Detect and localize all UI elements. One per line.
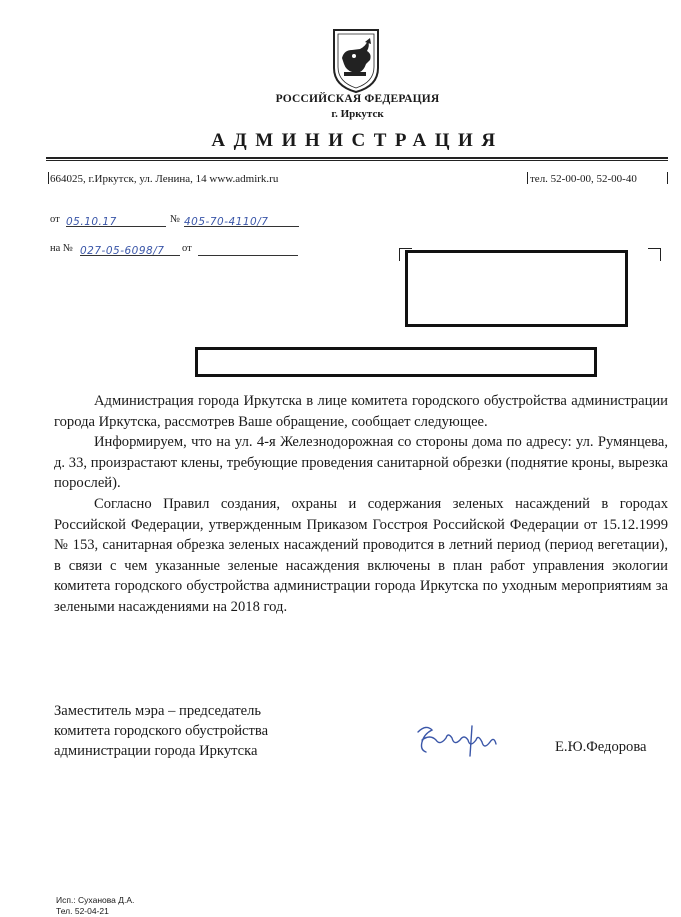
executor-info [56, 895, 134, 917]
address-bracket-left [48, 172, 49, 184]
signatory-title-line: комитета городского обустройства [54, 723, 269, 739]
coat-of-arms-icon [330, 28, 382, 94]
header-divider [46, 157, 668, 159]
signatory-title-line: Заместитель мэра – председатель [54, 703, 262, 719]
handwritten-signature [412, 720, 502, 760]
redacted-salutation-block [195, 347, 597, 377]
executor-phone: Тел. 52-04-21 [56, 906, 109, 916]
number-value: 405-70-4110/7 [184, 216, 269, 228]
date-field [66, 212, 166, 227]
reply-number-field [80, 241, 180, 256]
reply-number-label: на № [50, 243, 73, 254]
organization-title: АДМИНИСТРАЦИЯ [211, 130, 504, 151]
reply-date-label: от [182, 243, 192, 254]
body-paragraph: Согласно Правил создания, охраны и содержания зеленых насаждений в городах Российской Федерации, утвержденным Приказом Госстроя Российской Федерации от 15.12.1999 № 153, санитарная обрезка зеленых насаждений проводится в летний период (период вегетации), в связи с чем указанные зеленые насаждения включены в план работ управления экологии комитета городского обустройства администрации города Иркутска по уходным мероприятиям за зелеными насаждениями на 2018 год. [54, 495, 668, 615]
signatory-title [54, 701, 268, 761]
country-name: РОССИЙСКАЯ ФЕДЕРАЦИЯ [275, 93, 440, 105]
header-divider-thin [46, 160, 668, 161]
body-paragraph: Администрация города Иркутска в лице комитета городского обустройства администрации города Иркутска, рассмотрев Ваше обращение, сообщает следующее. [54, 393, 668, 430]
organization-address: 664025, г.Иркутск, ул. Ленина, 14 www.admirk.ru [50, 173, 279, 185]
reply-date-field [198, 241, 298, 256]
signatory-name: Е.Ю.Федорова [555, 739, 647, 755]
addressee-corner-right [648, 248, 661, 261]
reply-number-value: 027-05-6098/7 [80, 245, 165, 257]
phone-bracket-left [527, 172, 528, 184]
body-paragraph: Информируем, что на ул. 4-я Железнодорожная со стороны дома по адресу: ул. Румянцева, д. 33, произрастают клены, требующие проведения санитарной обрезки (поднятие кроны, вырезка порослей). [54, 434, 668, 492]
date-label: от [50, 214, 60, 225]
number-field [184, 212, 299, 227]
city-name: г. Иркутск [331, 108, 384, 120]
number-label: № [170, 214, 181, 225]
date-value: 05.10.17 [66, 216, 117, 228]
executor-name: Исп.: Суханова Д.А. [56, 895, 135, 905]
phone-bracket-right [667, 172, 668, 184]
redacted-addressee-block [405, 250, 628, 327]
organization-phones: тел. 52-00-00, 52-00-40 [530, 173, 637, 185]
signatory-title-line: администрации города Иркутска [54, 743, 258, 759]
letter-body [54, 391, 668, 618]
